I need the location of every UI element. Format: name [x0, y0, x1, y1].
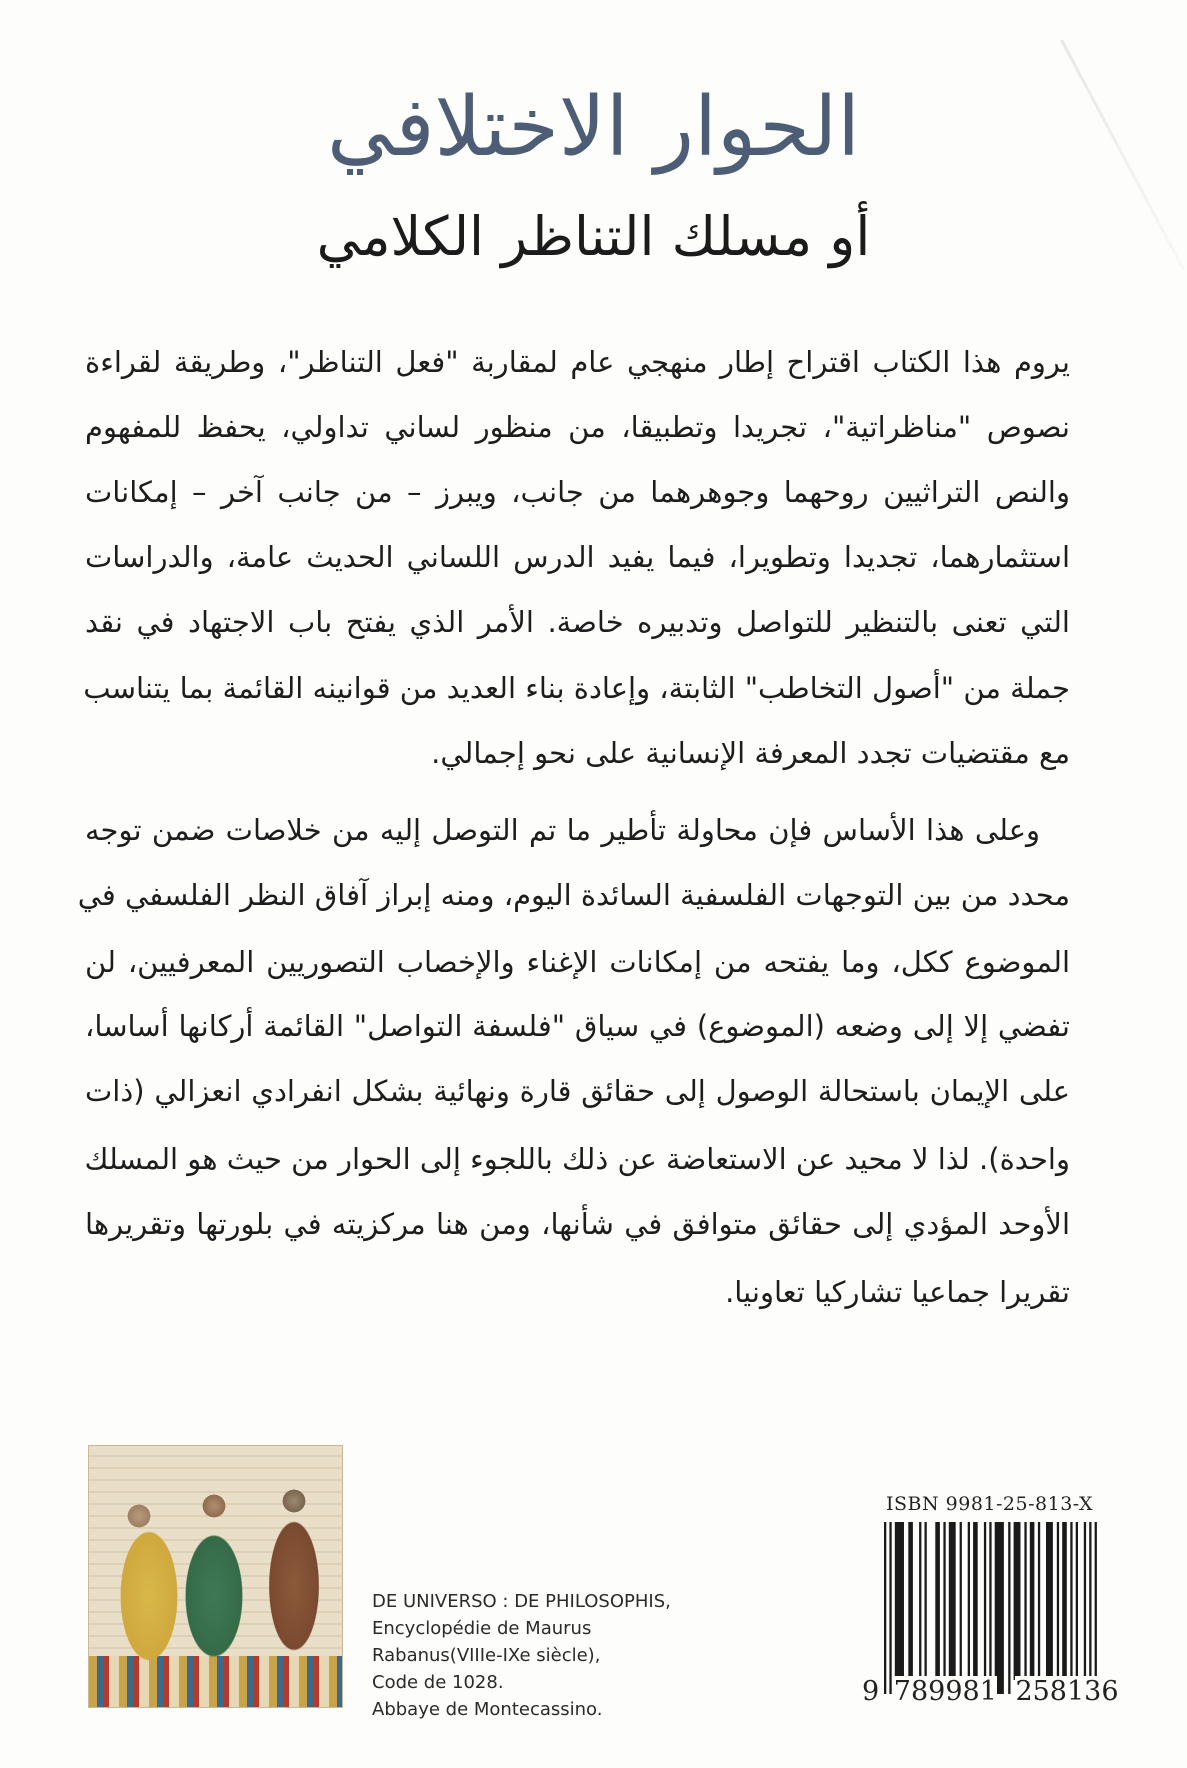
blurb-line: تقريرا جماعيا تشاركيا تعاونيا.: [725, 1275, 1070, 1309]
barcode-digits-left: 789981: [893, 1676, 997, 1707]
barcode-bar: [984, 1522, 986, 1680]
blurb-line: جملة من "أصول التخاطب" الثابتة، وإعادة بناء العديد من قوانينه القائمة بما يتناسب: [83, 671, 1070, 705]
barcode: [884, 1522, 1100, 1694]
barcode-bar: [989, 1522, 991, 1680]
blurb-line: والنص التراثيين روحهما وجوهرهما من جانب، ويبرز – من جانب آخر – إمكانات: [85, 475, 1070, 509]
blurb-line: استثمارهما، تجديدا وتطويرا، فيما يفيد الدرس اللساني الحديث عامة، والدراسات: [85, 540, 1070, 574]
blurb-line: وعلى هذا الأساس فإن محاولة تأطير ما تم التوصل إليه من خلاصات ضمن توجه: [85, 813, 1040, 847]
barcode-bar: [973, 1522, 978, 1680]
caption-line: Rabanus(VIIIe-IXe siècle),: [372, 1645, 601, 1666]
barcode-bar: [1084, 1522, 1086, 1680]
barcode-bar: [968, 1522, 970, 1680]
caption-line: Abbaye de Montecassino.: [372, 1699, 603, 1720]
blurb-line: يروم هذا الكتاب اقتراح إطار منهجي عام لمقاربة "فعل التناظر"، وطريقة لقراءة: [85, 345, 1070, 379]
barcode-bar: [925, 1522, 927, 1680]
barcode-bar: [919, 1522, 921, 1680]
caption-line: Encyclopédie de Maurus: [372, 1618, 592, 1639]
barcode-bar: [949, 1522, 956, 1680]
book-title: الحوار الاختلافي: [327, 80, 860, 175]
barcode-digits-right: 258136: [1015, 1676, 1119, 1707]
barcode-bar: [1095, 1522, 1097, 1694]
barcode-bar: [1038, 1522, 1040, 1680]
isbn-label: ISBN 9981-25-813-X: [886, 1493, 1094, 1515]
barcode-bar: [1089, 1522, 1091, 1694]
barcode-bar: [1030, 1522, 1035, 1680]
blurb-line: الأوحد المؤدي إلى حقائق متوافق في شأنها، ومن هنا مركزيته في بلورتها وتقريرها: [85, 1207, 1070, 1241]
blurb-line: تفضي إلا إلى وضعه (الموضوع) في سياق "فلسفة التواصل" القائمة أركانها أساسا،: [85, 1009, 1070, 1043]
barcode-bar: [1046, 1522, 1053, 1680]
barcode-bar: [1076, 1522, 1078, 1680]
barcode-bar: [943, 1522, 945, 1680]
blurb-line: التي تعنى بالتنظير للتواصل وتدبيره خاصة. الأمر الذي يفتح باب الاجتهاد في نقد: [85, 605, 1070, 639]
blurb-line: مع مقتضيات تجدد المعرفة الإنسانية على نحو إجمالي.: [431, 736, 1070, 770]
blurb-line: نصوص "مناظراتية"، تجريدا وتطبيقا، من منظور لساني تداولي، يحفظ للمفهوم: [85, 410, 1070, 444]
barcode-bar: [1070, 1522, 1072, 1680]
blurb-line: على الإيمان باستحالة الوصول إلى حقائق قارة ونهائية بشكل انفرادي انعزالي (ذات: [85, 1074, 1070, 1108]
barcode-bar: [1057, 1522, 1059, 1680]
caption-line: Code de 1028.: [372, 1672, 504, 1693]
manuscript-illustration: [88, 1445, 343, 1708]
barcode-bar: [895, 1522, 904, 1680]
barcode-bar: [935, 1522, 940, 1680]
barcode-digits: [862, 1676, 1119, 1707]
barcode-bar: [1014, 1522, 1021, 1680]
barcode-bar: [889, 1522, 891, 1694]
book-subtitle: أو مسلك التناظر الكلامي: [316, 205, 871, 268]
barcode-bar: [884, 1522, 886, 1694]
blurb-line: واحدة). لذا لا محيد عن الاستعاضة عن ذلك باللجوء إلى الحوار من حيث هو المسلك: [84, 1142, 1070, 1176]
barcode-bar: [1024, 1522, 1026, 1680]
barcode-bar: [1062, 1522, 1067, 1680]
blurb-line: محدد من بين التوجهات الفلسفية السائدة اليوم، ومنه إبراز آفاق النظر الفلسفي في: [77, 878, 1070, 912]
barcode-bar: [908, 1522, 913, 1680]
barcode-bar: [1008, 1522, 1010, 1694]
barcode-bar: [995, 1522, 1004, 1694]
caption-line: DE UNIVERSO : DE PHILOSOPHIS,: [372, 1591, 671, 1612]
barcode-digit-first: 9: [862, 1676, 880, 1707]
blurb-line: الموضوع ككل، وما يفتحه من إمكانات الإغناء والإخصاب التصوريين المعرفيين، لن: [85, 945, 1070, 979]
barcode-bar: [960, 1522, 962, 1680]
illustration-caption: [372, 1588, 671, 1723]
